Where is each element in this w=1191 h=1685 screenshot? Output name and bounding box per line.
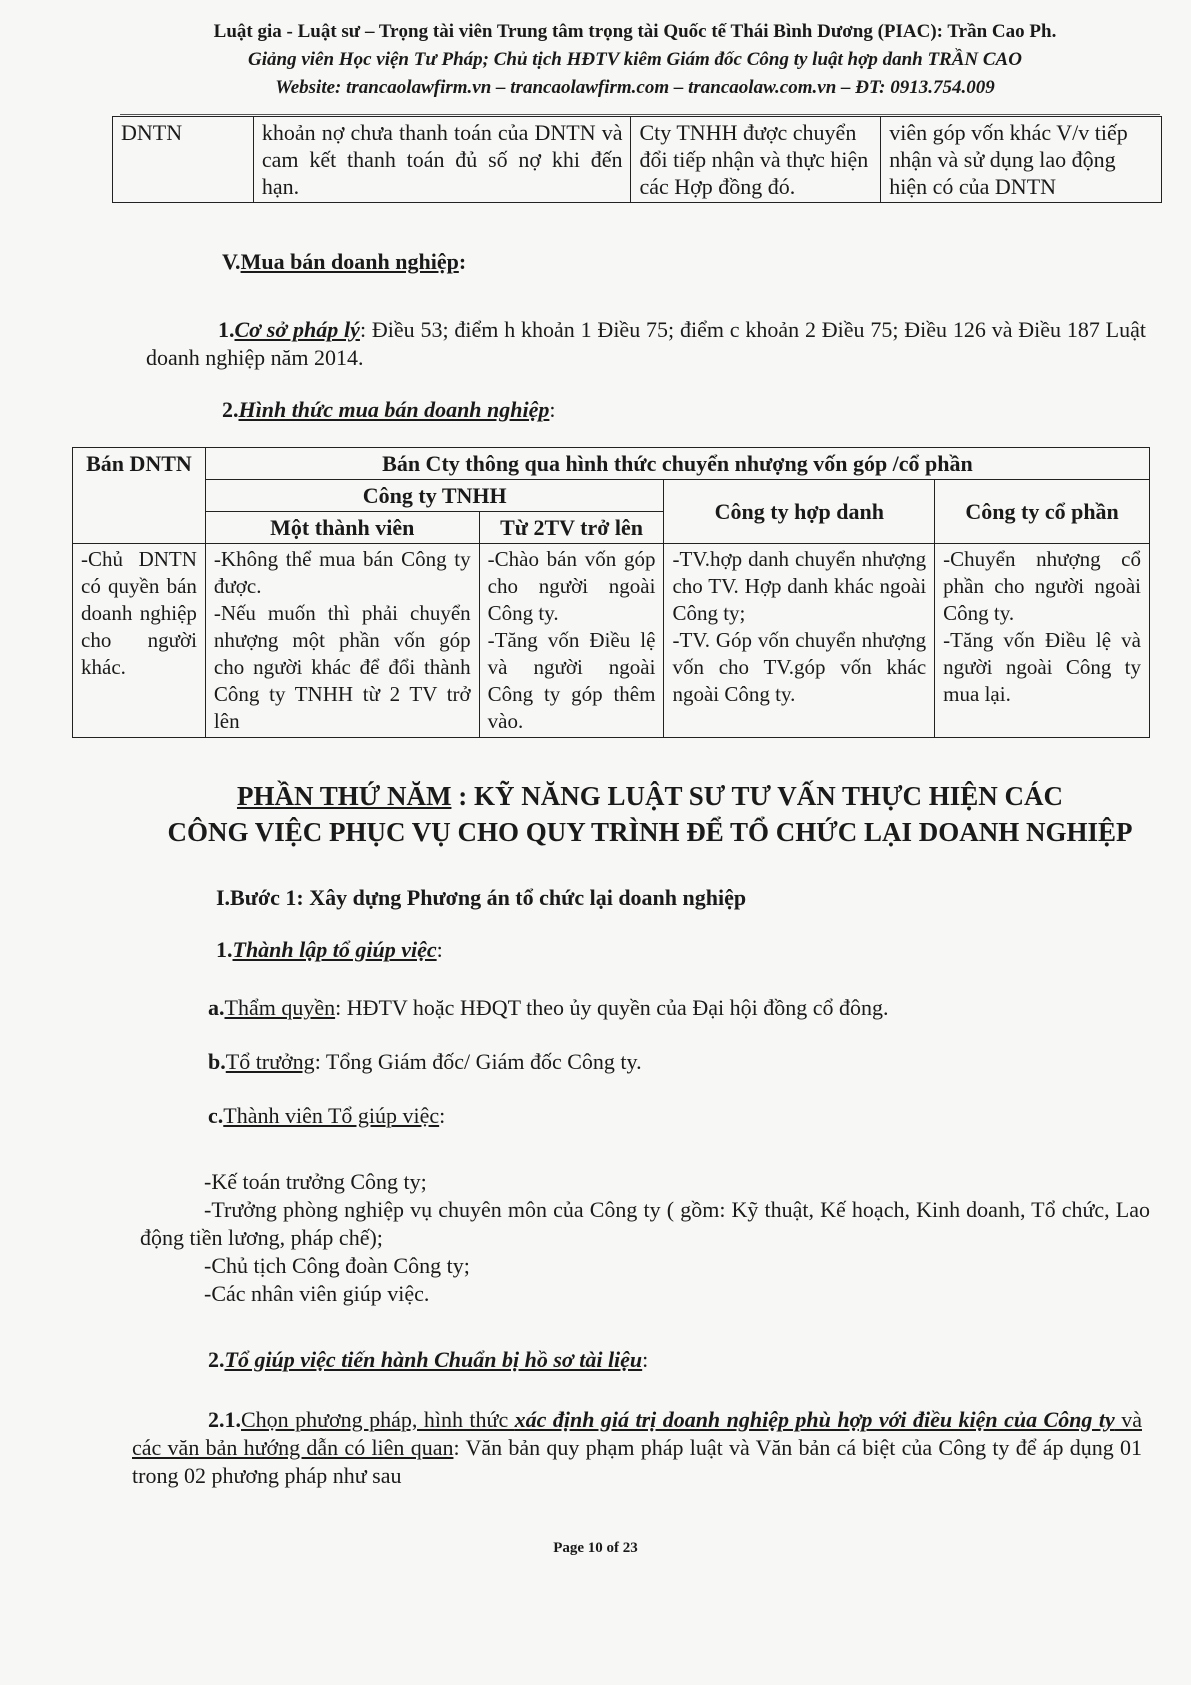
continued-table [112,116,1162,203]
table-cell: -Chủ DNTN có quyền bán doanh nghiệp cho người khác. [73,544,206,738]
letterhead-line-1: Luật gia - Luật sư – Trọng tài viên Trung tâm trọng tài Quốc tế Thái Bình Dương (PIAC): Trần Cao Ph. [213,21,1057,42]
header-ban-dntn: Bán DNTN [73,448,206,544]
header-co-phan: Công ty cổ phần [935,480,1150,544]
table-cell: Cty TNHH được chuyển đổi tiếp nhận và thực hiện các Hợp đồng đó. [631,117,881,203]
table-cell: DNTN [113,117,254,203]
item-2-1-paragraph: 2.1.Chọn phương pháp, hình thức xác định giá trị doanh nghiệp phù hợp với điều kiện của Công ty và các văn bản hướng dẫn có liên quan: Văn bản quy phạm pháp luật và Văn bản cá biệt của Công ty để áp dụng 01 trong 02 phương pháp như sau [132,1407,1142,1488]
page-number: Page 10 of 23 [553,1540,638,1556]
header-hop-danh: Công ty hợp danh [664,480,935,544]
item-a: a.Thẩm quyền: HĐTV hoặc HĐQT theo ủy quyền của Đại hội đồng cổ đông. [208,995,889,1020]
header-transfer: Bán Cty thông qua hình thức chuyển nhượng vốn góp /cổ phần [205,448,1149,480]
header-divider [120,114,1160,115]
sale-forms-table [72,447,1150,738]
table-cell: -Không thể mua bán Công ty được. -Nếu muốn thì phải chuyển nhượng một phần vốn góp cho người khác để đổi thành Công ty TNHH từ 2 TV trở lên [205,544,479,738]
item-2-heading: 2.Tổ giúp việc tiến hành Chuẩn bị hồ sơ tài liệu: [208,1347,649,1372]
table-row [113,117,1162,203]
legal-basis-paragraph: 1.Cơ sở pháp lý: Điều 53; điểm h khoản 1 Điều 75; điểm c khoản 2 Điều 75; Điều 126 và Điều 187 Luật doanh nghiệp năm 2014. [146,317,1147,370]
list-item: -Chủ tịch Công đoàn Công ty; [204,1253,470,1278]
step-1-heading: I.Bước 1: Xây dựng Phương án tổ chức lại doanh nghiệp [216,885,747,910]
members-list [140,1168,1150,1308]
table-cell: -Chuyển nhượng cổ phần cho người ngoài Công ty. -Tăng vốn Điều lệ và người ngoài Công ty mua lại. [935,544,1150,738]
list-item: -Kế toán trưởng Công ty; [204,1169,427,1194]
table-row [73,448,1150,480]
header-mot-thanh-vien: Một thành viên [205,512,479,544]
table-cell: viên góp vốn khác V/v tiếp nhận và sử dụng lao động hiện có của DNTN [881,117,1162,203]
list-item: -Trưởng phòng nghiệp vụ chuyên môn của Công ty ( gồm: Kỹ thuật, Kế hoạch, Kinh doanh, Tổ chức, Lao động tiền lương, pháp chế); [140,1197,1150,1250]
part-five-heading: PHẦN THỨ NĂM : KỸ NĂNG LUẬT SƯ TƯ VẤN THỰC HIỆN CÁC CÔNG VIỆC PHỤC VỤ CHO QUY TRÌNH ĐỂ TỔ CHỨC LẠI DOANH NGHIỆP [167,781,1133,847]
list-item: -Các nhân viên giúp việc. [204,1281,430,1306]
letterhead-line-2: Giảng viên Học viện Tư Pháp; Chủ tịch HĐTV kiêm Giám đốc Công ty luật hợp danh TRẦN CAO [248,49,1022,70]
table-row [73,544,1150,738]
table-cell: -TV.hợp danh chuyển nhượng cho TV. Hợp danh khác ngoài Công ty; -TV. Góp vốn chuyển nhượng vốn cho TV.góp vốn khác ngoài Công ty. [664,544,935,738]
header-tu-2tv: Từ 2TV trở lên [479,512,664,544]
item-1-heading: 1.Thành lập tổ giúp việc: [216,937,443,962]
letterhead-line-3: Website: trancaolawfirm.vn – trancaolawfirm.com – trancaolaw.com.vn – ĐT: 0913.754.009 [275,77,995,98]
item-b: b.Tổ trưởng: Tổng Giám đốc/ Giám đốc Công ty. [208,1049,642,1074]
section-v-heading: V.Mua bán doanh nghiệp: [222,249,467,274]
table-cell: -Chào bán vốn góp cho người ngoài Công ty. -Tăng vốn Điều lệ và người ngoài Công ty góp thêm vào. [479,544,664,738]
forms-heading: 2.Hình thức mua bán doanh nghiệp: [222,397,556,422]
item-c: c.Thành viên Tổ giúp việc: [208,1103,446,1128]
table-cell: khoản nợ chưa thanh toán của DNTN và cam kết thanh toán đủ số nợ khi đến hạn. [253,117,631,203]
table-row [73,480,1150,512]
letterhead [130,18,1140,102]
header-tnhh: Công ty TNHH [205,480,664,512]
